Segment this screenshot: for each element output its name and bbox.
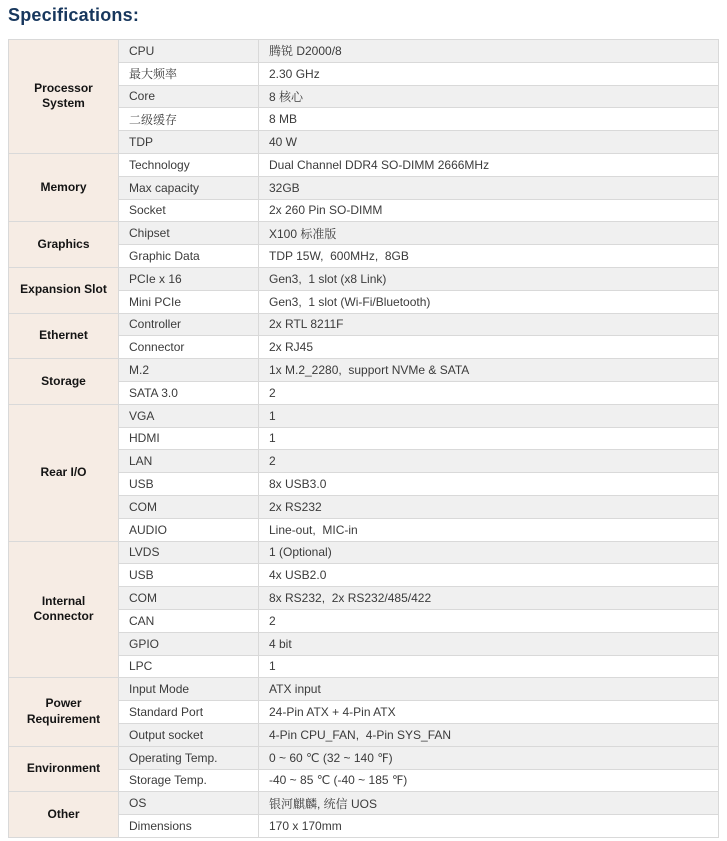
spec-label: SATA 3.0 [119, 381, 259, 404]
spec-label: Output socket [119, 723, 259, 746]
spec-label: USB [119, 473, 259, 496]
table-row [9, 541, 719, 564]
spec-label: VGA [119, 404, 259, 427]
spec-value: 腾锐 D2000/8 [259, 40, 719, 63]
spec-value: 0 ~ 60 ℃ (32 ~ 140 ℉) [259, 746, 719, 769]
category-cell: Memory [9, 153, 119, 221]
table-row [9, 359, 719, 382]
spec-value: 2x RTL 8211F [259, 313, 719, 336]
spec-label: USB [119, 564, 259, 587]
spec-value: 4x USB2.0 [259, 564, 719, 587]
spec-label: Dimensions [119, 815, 259, 838]
spec-label: Graphic Data [119, 245, 259, 268]
spec-value: TDP 15W, 600MHz, 8GB [259, 245, 719, 268]
spec-value: 8x RS232, 2x RS232/485/422 [259, 587, 719, 610]
spec-label: Controller [119, 313, 259, 336]
spec-label: LAN [119, 450, 259, 473]
spec-value: 1 [259, 427, 719, 450]
table-row [9, 40, 719, 63]
spec-value: 2x RS232 [259, 495, 719, 518]
specifications-table-body [9, 40, 719, 838]
spec-value: 8 MB [259, 108, 719, 131]
category-cell: Rear I/O [9, 404, 119, 541]
spec-value: 1 (Optional) [259, 541, 719, 564]
spec-value: X100 标准版 [259, 222, 719, 245]
spec-label: 最大频率 [119, 62, 259, 85]
spec-value: -40 ~ 85 ℃ (-40 ~ 185 ℉) [259, 769, 719, 792]
spec-label: COM [119, 495, 259, 518]
spec-label: Connector [119, 336, 259, 359]
spec-label: LPC [119, 655, 259, 678]
table-row [9, 792, 719, 815]
table-row [9, 313, 719, 336]
specifications-table [8, 39, 719, 838]
table-row [9, 678, 719, 701]
page-title: Specifications: [8, 5, 140, 25]
spec-label: AUDIO [119, 518, 259, 541]
spec-label: HDMI [119, 427, 259, 450]
spec-value: 4-Pin CPU_FAN, 4-Pin SYS_FAN [259, 723, 719, 746]
spec-value: 32GB [259, 176, 719, 199]
spec-value: 1 [259, 655, 719, 678]
spec-value: ATX input [259, 678, 719, 701]
category-cell: Power Requirement [9, 678, 119, 746]
category-cell: Internal Connector [9, 541, 119, 678]
category-cell: Processor System [9, 40, 119, 154]
spec-label: M.2 [119, 359, 259, 382]
spec-label: PCIe x 16 [119, 267, 259, 290]
spec-value: 银河麒麟, 统信 UOS [259, 792, 719, 815]
category-cell: Expansion Slot [9, 267, 119, 313]
spec-value: Gen3, 1 slot (x8 Link) [259, 267, 719, 290]
spec-label: 二级缓存 [119, 108, 259, 131]
spec-label: Input Mode [119, 678, 259, 701]
table-row [9, 746, 719, 769]
spec-value: 2 [259, 381, 719, 404]
spec-label: Mini PCIe [119, 290, 259, 313]
spec-value: 2 [259, 609, 719, 632]
spec-value: 1 [259, 404, 719, 427]
spec-value: 24-Pin ATX + 4-Pin ATX [259, 701, 719, 724]
spec-label: CAN [119, 609, 259, 632]
spec-label: CPU [119, 40, 259, 63]
spec-value: Dual Channel DDR4 SO-DIMM 2666MHz [259, 153, 719, 176]
spec-label: Max capacity [119, 176, 259, 199]
spec-value: 2.30 GHz [259, 62, 719, 85]
spec-value: 4 bit [259, 632, 719, 655]
spec-label: Socket [119, 199, 259, 222]
spec-value: Gen3, 1 slot (Wi-Fi/Bluetooth) [259, 290, 719, 313]
spec-label: COM [119, 587, 259, 610]
table-row [9, 222, 719, 245]
category-cell: Graphics [9, 222, 119, 268]
spec-value: 8x USB3.0 [259, 473, 719, 496]
spec-label: Operating Temp. [119, 746, 259, 769]
spec-label: TDP [119, 131, 259, 154]
table-row [9, 267, 719, 290]
table-row [9, 404, 719, 427]
spec-value: 2x 260 Pin SO-DIMM [259, 199, 719, 222]
spec-value: 170 x 170mm [259, 815, 719, 838]
spec-value: 2 [259, 450, 719, 473]
spec-label: Technology [119, 153, 259, 176]
spec-value: 8 核心 [259, 85, 719, 108]
spec-value: 1x M.2_2280, support NVMe & SATA [259, 359, 719, 382]
category-cell: Storage [9, 359, 119, 405]
spec-label: Standard Port [119, 701, 259, 724]
spec-label: LVDS [119, 541, 259, 564]
spec-label: Storage Temp. [119, 769, 259, 792]
spec-label: Chipset [119, 222, 259, 245]
table-row [9, 153, 719, 176]
spec-value: Line-out, MIC-in [259, 518, 719, 541]
category-cell: Environment [9, 746, 119, 792]
category-cell: Ethernet [9, 313, 119, 359]
spec-value: 2x RJ45 [259, 336, 719, 359]
category-cell: Other [9, 792, 119, 838]
spec-label: GPIO [119, 632, 259, 655]
spec-value: 40 W [259, 131, 719, 154]
spec-label: OS [119, 792, 259, 815]
spec-label: Core [119, 85, 259, 108]
